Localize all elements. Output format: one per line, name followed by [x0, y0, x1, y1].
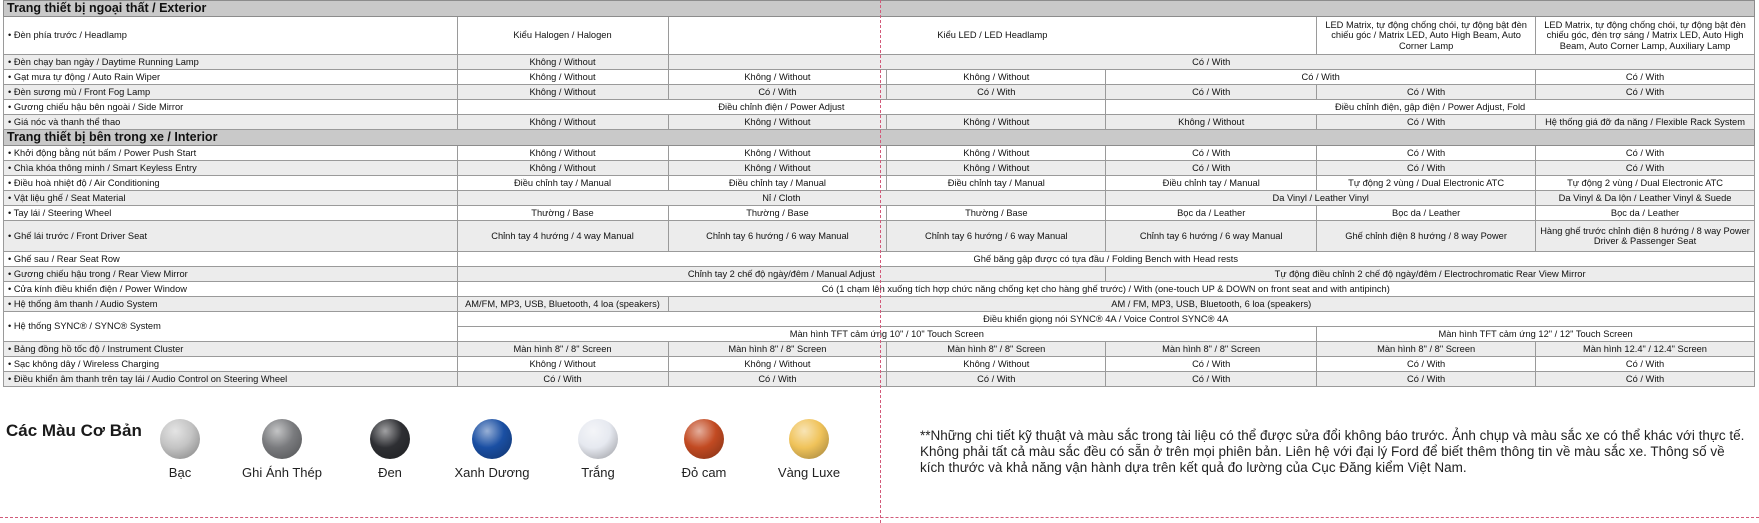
cell: Chỉnh tay 2 chế độ ngày/đêm / Manual Adjust	[457, 267, 1106, 282]
cell: Bọc da / Leather	[1536, 206, 1755, 221]
cell: Bọc da / Leather	[1317, 206, 1536, 221]
cell: AM / FM, MP3, USB, Bluetooth, 6 loa (speakers)	[668, 297, 1755, 312]
cell: Chỉnh tay 6 hướng / 6 way Manual	[1106, 221, 1317, 252]
row-label: • Hệ thống âm thanh / Audio System	[4, 297, 458, 312]
table-row	[4, 282, 1755, 297]
cell: Không / Without	[668, 146, 887, 161]
row-label: • Gạt mưa tự động / Auto Rain Wiper	[4, 70, 458, 85]
cell: LED Matrix, tự động chống chói, tự động bật đèn chiếu góc, đèn trợ sáng / Matrix LED, Auto High Beam, Auto Corner Lamp, Auxiliary Lamp	[1536, 17, 1755, 55]
cell: Có / With	[1317, 372, 1536, 387]
color-name: Đen	[378, 465, 402, 480]
cell: Không / Without	[457, 146, 668, 161]
cell: Không / Without	[887, 161, 1106, 176]
cell: Chỉnh tay 6 hướng / 6 way Manual	[887, 221, 1106, 252]
row-label: • Ghế lái trước / Front Driver Seat	[4, 221, 458, 252]
table-row	[4, 342, 1755, 357]
table-row	[4, 176, 1755, 191]
fold-guide-horizontal	[0, 517, 1759, 518]
cell: Màn hình TFT cảm ứng 12" / 12" Touch Screen	[1317, 327, 1755, 342]
color-name: Trắng	[581, 465, 615, 480]
color-ball	[684, 419, 724, 459]
table-row	[4, 100, 1755, 115]
row-label: • Bảng đồng hồ tốc độ / Instrument Cluster	[4, 342, 458, 357]
cell: Không / Without	[457, 70, 668, 85]
cell: Có / With	[1106, 85, 1317, 100]
cell: Có / With	[1317, 85, 1536, 100]
cell: Có / With	[1317, 146, 1536, 161]
cell: Điều chỉnh tay / Manual	[457, 176, 668, 191]
cell: Không / Without	[668, 161, 887, 176]
color-swatch-steel-grey	[236, 419, 328, 480]
cell: Không / Without	[887, 70, 1106, 85]
row-label: • Chìa khóa thông minh / Smart Keyless Entry	[4, 161, 458, 176]
cell: Không / Without	[887, 115, 1106, 130]
color-swatch-white	[552, 419, 644, 480]
cell: Điều chỉnh tay / Manual	[668, 176, 887, 191]
table-row	[4, 70, 1755, 85]
row-label: • Đèn phía trước / Headlamp	[4, 17, 458, 55]
row-label: • Tay lái / Steering Wheel	[4, 206, 458, 221]
cell: Màn hình 12.4" / 12.4" Screen	[1536, 342, 1755, 357]
cell: Có / With	[1317, 161, 1536, 176]
table-row	[4, 85, 1755, 100]
row-label: • Hệ thống SYNC® / SYNC® System	[4, 312, 458, 342]
color-name: Ghi Ánh Thép	[242, 465, 322, 480]
cell: Có / With	[887, 85, 1106, 100]
cell: Chỉnh tay 4 hướng / 4 way Manual	[457, 221, 668, 252]
row-label: • Vật liệu ghế / Seat Material	[4, 191, 458, 206]
section-header-interior	[4, 130, 1755, 146]
cell: Có / With	[1317, 115, 1536, 130]
table-row	[4, 297, 1755, 312]
cell: Kiểu Halogen / Halogen	[457, 17, 668, 55]
section-title: Trang thiết bị bên trong xe / Interior	[4, 130, 1755, 146]
cell: Tự động điều chỉnh 2 chế độ ngày/đêm / Electrochromatic Rear View Mirror	[1106, 267, 1755, 282]
cell: Chỉnh tay 6 hướng / 6 way Manual	[668, 221, 887, 252]
fold-guide-vertical	[880, 0, 881, 523]
cell: Tự động 2 vùng / Dual Electronic ATC	[1317, 176, 1536, 191]
table-row	[4, 161, 1755, 176]
cell: Màn hình 8" / 8" Screen	[1106, 342, 1317, 357]
color-name: Đỏ cam	[681, 465, 727, 480]
row-label: • Cửa kính điều khiển điện / Power Window	[4, 282, 458, 297]
cell: Có / With	[1536, 161, 1755, 176]
cell: Có / With	[1106, 70, 1536, 85]
cell: Màn hình 8" / 8" Screen	[668, 342, 887, 357]
disclaimer-note: **Những chi tiết kỹ thuật và màu sắc trong tài liệu có thể được sửa đổi không báo trước. Ảnh chụp và màu sắc xe có thể khác với thực tế. Không phải tất cả màu sắc đều có sẵn ở trên mọi phiên bản. Liên hệ với đại lý Ford để biết thêm thông tin về màu sắc xe. Thông số về kích thước và khả năng vận hành dựa trên kết quả đo lường của Cục Đăng kiểm Việt Nam.	[920, 428, 1745, 475]
cell: Không / Without	[668, 115, 887, 130]
color-name: Vàng Luxe	[777, 465, 841, 480]
color-ball	[262, 419, 302, 459]
row-label: • Gương chiếu hậu bên ngoài / Side Mirror	[4, 100, 458, 115]
cell: LED Matrix, tự động chống chói, tự động bật đèn chiếu góc / Matrix LED, Auto High Beam, Auto Corner Lamp	[1317, 17, 1536, 55]
color-ball	[160, 419, 200, 459]
cell: Không / Without	[887, 357, 1106, 372]
color-name: Xanh Dương	[454, 465, 530, 480]
cell: Không / Without	[457, 357, 668, 372]
cell: Bọc da / Leather	[1106, 206, 1317, 221]
cell: Không / Without	[1106, 115, 1317, 130]
cell: Màn hình 8" / 8" Screen	[1317, 342, 1536, 357]
color-swatch-blue	[446, 419, 538, 480]
cell: Màn hình TFT cảm ứng 10" / 10" Touch Screen	[457, 327, 1317, 342]
cell: Màn hình 8" / 8" Screen	[457, 342, 668, 357]
row-label: • Điều khiển âm thanh trên tay lái / Audio Control on Steering Wheel	[4, 372, 458, 387]
cell: Kiểu LED / LED Headlamp	[668, 17, 1317, 55]
cell: Có / With	[1536, 357, 1755, 372]
row-label: • Điều hoà nhiệt độ / Air Conditioning	[4, 176, 458, 191]
cell: Thường / Base	[457, 206, 668, 221]
table-row	[4, 146, 1755, 161]
table-row	[4, 191, 1755, 206]
cell: Có / With	[1317, 357, 1536, 372]
cell: Hệ thống giá đỡ đa năng / Flexible Rack System	[1536, 115, 1755, 130]
cell: Không / Without	[668, 70, 887, 85]
row-label: • Sạc không dây / Wireless Charging	[4, 357, 458, 372]
cell: Có / With	[668, 85, 887, 100]
row-label: • Ghế sau / Rear Seat Row	[4, 252, 458, 267]
table-row	[4, 221, 1755, 252]
row-label: • Đèn sương mù / Front Fog Lamp	[4, 85, 458, 100]
cell: Không / Without	[668, 357, 887, 372]
cell: Điều chỉnh điện, gập điện / Power Adjust, Fold	[1106, 100, 1755, 115]
color-name: Bạc	[168, 465, 192, 480]
table-row	[4, 357, 1755, 372]
cell: Tự động 2 vùng / Dual Electronic ATC	[1536, 176, 1755, 191]
color-swatch-silver	[134, 419, 226, 480]
cell: Có / With	[668, 55, 1755, 70]
cell: Không / Without	[457, 85, 668, 100]
cell: Không / Without	[457, 115, 668, 130]
spec-table	[3, 0, 1755, 387]
table-row	[4, 267, 1755, 282]
cell: Có / With	[1106, 146, 1317, 161]
cell: Nỉ / Cloth	[457, 191, 1106, 206]
color-ball	[370, 419, 410, 459]
color-swatch-luxe-yellow	[763, 419, 855, 480]
table-row	[4, 115, 1755, 130]
cell: Có / With	[457, 372, 668, 387]
table-row	[4, 252, 1755, 267]
cell: Không / Without	[457, 161, 668, 176]
cell: Thường / Base	[668, 206, 887, 221]
cell: Có / With	[1536, 70, 1755, 85]
cell: Da Vinyl / Leather Vinyl	[1106, 191, 1536, 206]
cell: Điều khiển giọng nói SYNC® 4A / Voice Control SYNC® 4A	[457, 312, 1754, 327]
cell: Điều chỉnh tay / Manual	[887, 176, 1106, 191]
section-header-exterior	[4, 1, 1755, 17]
table-row	[4, 372, 1755, 387]
cell: Có / With	[1536, 372, 1755, 387]
table-row	[4, 17, 1755, 55]
cell: Có / With	[887, 372, 1106, 387]
cell: Da Vinyl & Da lộn / Leather Vinyl & Suede	[1536, 191, 1755, 206]
row-label: • Đèn chạy ban ngày / Daytime Running Lamp	[4, 55, 458, 70]
color-ball	[472, 419, 512, 459]
cell: Màn hình 8" / 8" Screen	[887, 342, 1106, 357]
color-swatch-orange-red	[658, 419, 750, 480]
cell: Có / With	[1106, 161, 1317, 176]
row-label: • Khởi động bằng nút bấm / Power Push Start	[4, 146, 458, 161]
cell: Điều chỉnh tay / Manual	[1106, 176, 1317, 191]
cell: Có / With	[1536, 85, 1755, 100]
table-row	[4, 312, 1755, 327]
cell: Không / Without	[887, 146, 1106, 161]
color-ball	[578, 419, 618, 459]
row-label: • Giá nóc và thanh thể thao	[4, 115, 458, 130]
color-swatch-black	[344, 419, 436, 480]
section-title: Trang thiết bị ngoại thất / Exterior	[4, 1, 1755, 17]
cell: AM/FM, MP3, USB, Bluetooth, 4 loa (speakers)	[457, 297, 668, 312]
colors-title: Các Màu Cơ Bản	[6, 421, 142, 440]
cell: Ghế chỉnh điện 8 hướng / 8 way Power	[1317, 221, 1536, 252]
cell: Có (1 chạm lên xuống tích hợp chức năng chống kẹt cho hàng ghế trước) / With (one-touch UP & DOWN on front seat and with antipinch)	[457, 282, 1754, 297]
cell: Có / With	[1106, 372, 1317, 387]
cell: Ghế băng gập được có tựa đầu / Folding Bench with Head rests	[457, 252, 1754, 267]
cell: Hàng ghế trước chỉnh điện 8 hướng / 8 way Power Driver & Passenger Seat	[1536, 221, 1755, 252]
color-ball	[789, 419, 829, 459]
table-row	[4, 206, 1755, 221]
cell: Có / With	[1536, 146, 1755, 161]
cell: Có / With	[668, 372, 887, 387]
cell: Thường / Base	[887, 206, 1106, 221]
row-label: • Gương chiếu hậu trong / Rear View Mirror	[4, 267, 458, 282]
cell: Không / Without	[457, 55, 668, 70]
cell: Có / With	[1106, 357, 1317, 372]
table-row	[4, 55, 1755, 70]
cell: Điều chỉnh điện / Power Adjust	[457, 100, 1106, 115]
